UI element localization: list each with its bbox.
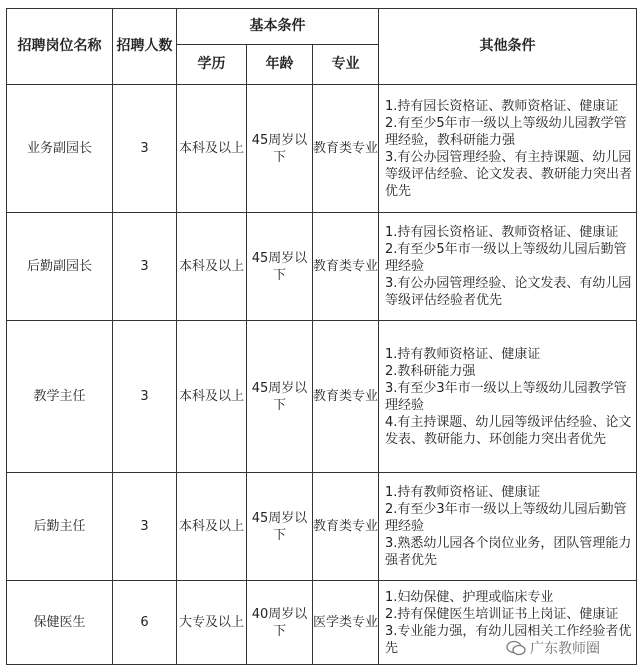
header-other-conditions: 其他条件	[379, 9, 637, 85]
cell-major: 教育类专业	[313, 213, 379, 321]
cell-count: 3	[113, 85, 177, 213]
table-row	[7, 85, 637, 213]
table-row	[7, 321, 637, 473]
cell-position: 业务副园长	[7, 85, 113, 213]
cell-position: 后勤主任	[7, 473, 113, 581]
cell-other-conditions	[379, 321, 637, 473]
cell-other-conditions	[379, 213, 637, 321]
condition-item: 1.持有园长资格证、教师资格证、健康证	[385, 225, 619, 240]
condition-item: 3.熟悉幼儿园各个岗位业务，团队管理能力强者优先	[385, 536, 632, 568]
condition-item: 2.持有保健医生培训证书上岗证、健康证	[385, 606, 619, 622]
cell-education: 大专及以上	[177, 581, 247, 665]
cell-major: 医学类专业	[313, 581, 379, 665]
cell-other-conditions	[379, 85, 637, 213]
cell-age: 40周岁以下	[247, 581, 313, 665]
cell-education: 本科及以上	[177, 473, 247, 581]
cell-education: 本科及以上	[177, 85, 247, 213]
cell-major: 教育类专业	[313, 473, 379, 581]
header-count: 招聘人数	[113, 9, 177, 85]
condition-item: 3.有公办园管理经验、论文发表、有幼儿园等级评估经验者优先	[385, 276, 632, 308]
condition-item: 1.持有教师资格证、健康证	[385, 485, 541, 500]
cell-education: 本科及以上	[177, 321, 247, 473]
header-education: 学历	[177, 45, 247, 85]
header-position: 招聘岗位名称	[7, 9, 113, 85]
watermark	[506, 638, 600, 658]
cell-count: 6	[113, 581, 177, 665]
cell-age: 45周岁以下	[247, 85, 313, 213]
table-row	[7, 213, 637, 321]
header-basic-conditions: 基本条件	[177, 9, 379, 45]
cell-count: 3	[113, 321, 177, 473]
condition-item: 2.教科研能力强	[385, 363, 476, 379]
header-age: 年龄	[247, 45, 313, 85]
header-major: 专业	[313, 45, 379, 85]
condition-item: 4.有主持课题、幼儿园等级评估经验、论文发表、教研能力、环创能力突出者优先	[385, 414, 632, 447]
cell-other-conditions	[379, 473, 637, 581]
wechat-icon	[506, 640, 526, 656]
condition-item: 1.持有教师资格证、健康证	[385, 346, 541, 362]
watermark-text: 广东教师圈	[530, 641, 600, 657]
cell-count: 3	[113, 213, 177, 321]
cell-major: 教育类专业	[313, 85, 379, 213]
cell-age: 45周岁以下	[247, 213, 313, 321]
condition-item: 3.有至少3年市一级以上等级幼儿园教学管理经验	[385, 380, 627, 413]
condition-item: 3.专业能力强，有幼儿园相关工作经验者优先	[385, 623, 632, 656]
cell-position: 教学主任	[7, 321, 113, 473]
condition-item: 2.有至少3年市一级以上等级幼儿园后勤管理经验	[385, 502, 627, 534]
condition-item: 1.妇幼保健、护理或临床专业	[385, 589, 554, 605]
condition-item: 2.有至少5年市一级以上等级幼儿园后勤管理经验	[385, 242, 627, 274]
condition-item: 2.有至少5年市一级以上等级幼儿园教学管理经验，教科研能力强	[385, 115, 627, 148]
cell-position: 后勤副园长	[7, 213, 113, 321]
condition-item: 1.持有园长资格证、教师资格证、健康证	[385, 98, 619, 114]
cell-age: 45周岁以下	[247, 321, 313, 473]
cell-count: 3	[113, 473, 177, 581]
cell-age: 45周岁以下	[247, 473, 313, 581]
recruitment-table	[6, 8, 637, 665]
cell-position: 保健医生	[7, 581, 113, 665]
cell-education: 本科及以上	[177, 213, 247, 321]
cell-major: 教育类专业	[313, 321, 379, 473]
condition-item: 3.有公办园管理经验、有主持课题、幼儿园等级评估经验、论文发表、教研能力突出者优先	[385, 149, 633, 199]
table-row	[7, 473, 637, 581]
